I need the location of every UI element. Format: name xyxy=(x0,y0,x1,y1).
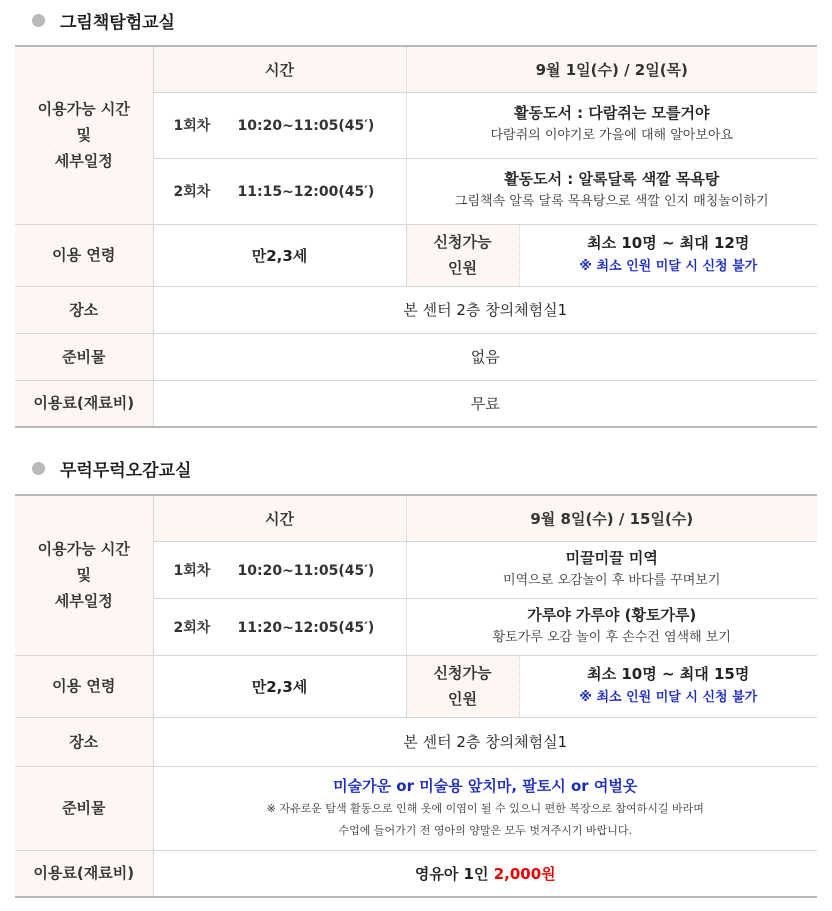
fee-value: 영유아 1인 2,000원 xyxy=(153,850,817,897)
time-header: 시간 xyxy=(153,46,406,92)
bullet-icon xyxy=(32,462,45,475)
session-1: 1회차 10:20~11:05(45′) xyxy=(153,92,406,158)
capacity-value: 최소 10명 ~ 최대 15명 ※ 최소 인원 미달 시 신청 불가 xyxy=(519,655,817,717)
session-2: 2회차 11:20~12:05(45′) xyxy=(153,598,406,655)
activity-1: 활동도서 : 다람쥐는 모를거야 다람쥐의 이야기로 가을에 대해 알아보아요 xyxy=(406,92,817,158)
place-label: 장소 xyxy=(15,286,153,333)
prep-note-2: 수업에 들어가기 전 영아의 양말은 모두 벗겨주시기 바랍니다. xyxy=(338,824,633,837)
schedule-label: 이용가능 시간 및 세부일정 xyxy=(15,46,153,224)
place-value: 본 센터 2층 창의체험실1 xyxy=(153,717,817,766)
prep-label: 준비물 xyxy=(15,333,153,380)
place-label: 장소 xyxy=(15,717,153,766)
activity-2: 가루야 가루야 (황토가루) 황토가루 오감 놀이 후 손수건 염색해 보기 xyxy=(406,598,817,655)
program-table-2 xyxy=(15,494,817,898)
capacity-value: 최소 10명 ~ 최대 12명 ※ 최소 인원 미달 시 신청 불가 xyxy=(519,224,817,286)
fee-amount: 2,000원 xyxy=(493,864,556,883)
capacity-label: 신청가능 인원 xyxy=(406,655,519,717)
age-label: 이용 연령 xyxy=(15,655,153,717)
time-header: 시간 xyxy=(153,495,406,541)
prep-value xyxy=(153,766,817,850)
activity-2: 활동도서 : 알록달록 색깔 목욕탕 그림책속 알록 달록 목욕탕으로 색깔 인지 매칭놀이하기 xyxy=(406,158,817,224)
fee-label: 이용료(재료비) xyxy=(15,850,153,897)
capacity-note: ※ 최소 인원 미달 시 신청 불가 xyxy=(579,259,758,274)
place-value: 본 센터 2층 창의체험실1 xyxy=(153,286,817,333)
date-header: 9월 8일(수) / 15일(수) xyxy=(406,495,817,541)
bullet-icon xyxy=(32,14,45,27)
prep-note-1: ※ 자유로운 탐색 활동으로 인해 옷에 이염이 될 수 있으니 편한 복장으로 참여하시길 바라며 xyxy=(266,802,704,815)
capacity-note: ※ 최소 인원 미달 시 신청 불가 xyxy=(579,690,758,705)
prep-main: 미술가운 or 미술용 앞치마, 팔토시 or 여벌옷 xyxy=(333,777,638,795)
age-label: 이용 연령 xyxy=(15,224,153,286)
activity-1: 미끌미끌 미역 미역으로 오감놀이 후 바다를 꾸며보기 xyxy=(406,541,817,598)
date-header: 9월 1일(수) / 2일(목) xyxy=(406,46,817,92)
fee-value: 무료 xyxy=(153,380,817,427)
program-table-1 xyxy=(15,45,817,428)
age-value: 만2,3세 xyxy=(153,224,406,286)
section-title-2: 무럭무럭오감교실 xyxy=(32,456,191,481)
capacity-label: 신청가능 인원 xyxy=(406,224,519,286)
prep-label: 준비물 xyxy=(15,766,153,850)
session-1: 1회차 10:20~11:05(45′) xyxy=(153,541,406,598)
age-value: 만2,3세 xyxy=(153,655,406,717)
schedule-label: 이용가능 시간 및 세부일정 xyxy=(15,495,153,655)
fee-label: 이용료(재료비) xyxy=(15,380,153,427)
session-2: 2회차 11:15~12:00(45′) xyxy=(153,158,406,224)
prep-value: 없음 xyxy=(153,333,817,380)
section-title-1: 그림책탐험교실 xyxy=(32,8,175,33)
